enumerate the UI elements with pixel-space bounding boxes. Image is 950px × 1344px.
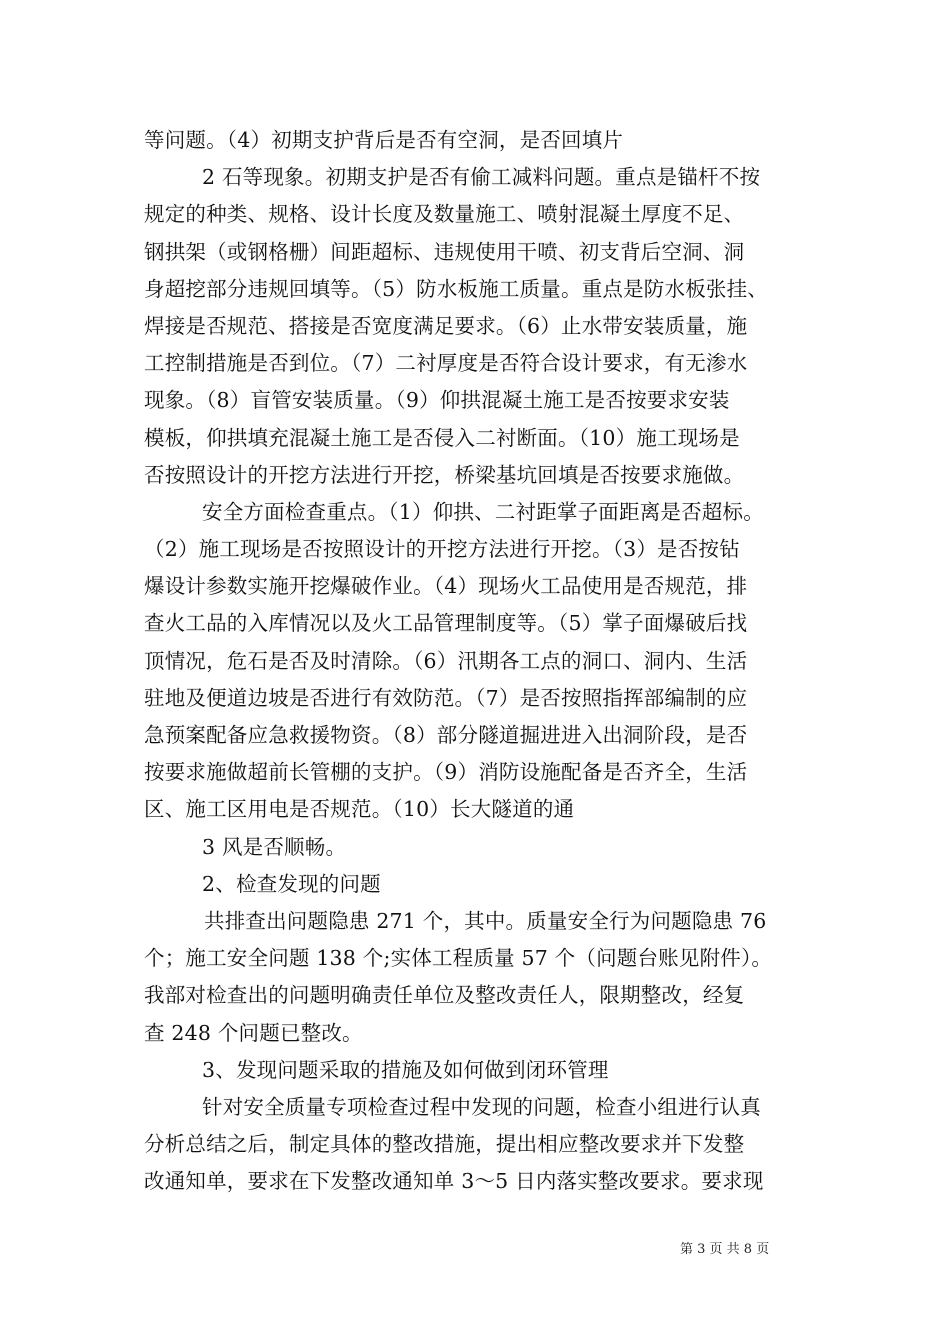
text-line: 模板，仰拱填充混凝土施工是否侵入二衬断面。（10）施工现场是 [144, 425, 740, 450]
text-line: 工控制措施是否到位。（7）二衬厚度是否符合设计要求，有无渗水 [144, 351, 748, 376]
text-line: 改通知单，要求在下发整改通知单 3～5 日内落实整改要求。要求现 [144, 1169, 764, 1194]
document-body [144, 122, 814, 1200]
text-line: 急预案配备应急救援物资。（8）部分隧道掘进进入出洞阶段，是否 [144, 723, 748, 747]
text-line: 爆设计参数实施开挖爆破作业。（4）现场火工品使用是否规范，排 [144, 574, 748, 599]
text-line: 2 石等现象。初期支护是否有偷工减料问题。重点是锚杆不按 [202, 165, 761, 190]
text-line: 否按照设计的开挖方法进行开挖，桥梁基坑回填是否按要求施做。 [144, 462, 745, 487]
text-line: 查 248 个问题已整改。 [144, 1020, 363, 1045]
text-line: 顶情况，危石是否及时清除。（6）汛期各工点的洞口、洞内、生活 [144, 648, 748, 673]
text-line: 区、施工区用电是否规范。（10）长大隧道的通 [144, 797, 575, 822]
text-line: 身超挖部分违规回填等。（5）防水板施工质量。重点是防水板张挂、 [144, 276, 768, 301]
section-heading: 2、检查发现的问题 [202, 871, 381, 896]
text-line: 3 风是否顺畅。 [202, 834, 347, 859]
text-line: 现象。（8）盲管安装质量。（9）仰拱混凝土施工是否按要求安装 [144, 388, 730, 413]
text-line: 等问题。（4）初期支护背后是否有空洞，是否回填片 [144, 128, 624, 152]
text-line: （2）施工现场是否按照设计的开挖方法进行开挖。（3）是否按钻 [144, 537, 740, 562]
section-heading: 3、发现问题采取的措施及如何做到闭环管理 [202, 1057, 609, 1082]
text-line: 共排查出问题隐患 271 个，其中。质量安全行为问题隐患 76 [204, 908, 767, 933]
text-line: 焊接是否规范、搭接是否宽度满足要求。（6）止水带安装质量，施 [144, 313, 748, 338]
text-line: 针对安全质量专项检查过程中发现的问题，检查小组进行认真 [202, 1094, 761, 1119]
text-line: 安全方面检查重点。（1）仰拱、二衬距掌子面距离是否超标。 [202, 499, 764, 524]
text-line: 查火工品的入库情况以及火工品管理制度等。（5）掌子面爆破后找 [144, 611, 748, 636]
text-line: 规定的种类、规格、设计长度及数量施工、喷射混凝土厚度不足、 [144, 202, 745, 227]
text-line: 驻地及便道边坡是否进行有效防范。（7）是否按照指挥部编制的应 [144, 685, 748, 710]
text-line: 钢拱架（或钢格栅）间距超标、违规使用干喷、初支背后空洞、洞 [144, 239, 745, 264]
text-line: 我部对检查出的问题明确责任单位及整改责任人，限期整改，经复 [144, 983, 745, 1008]
text-line: 分析总结之后，制定具体的整改措施，提出相应整改要求并下发整 [144, 1132, 745, 1157]
text-line: 个；施工安全问题 138 个;实体工程质量 57 个（问题台账见附件）。 [144, 946, 773, 971]
page-number-footer: 第 3 页 共 8 页 [680, 1242, 770, 1257]
text-line: 按要求施做超前长管棚的支护。（9）消防设施配备是否齐全，生活 [144, 760, 748, 785]
